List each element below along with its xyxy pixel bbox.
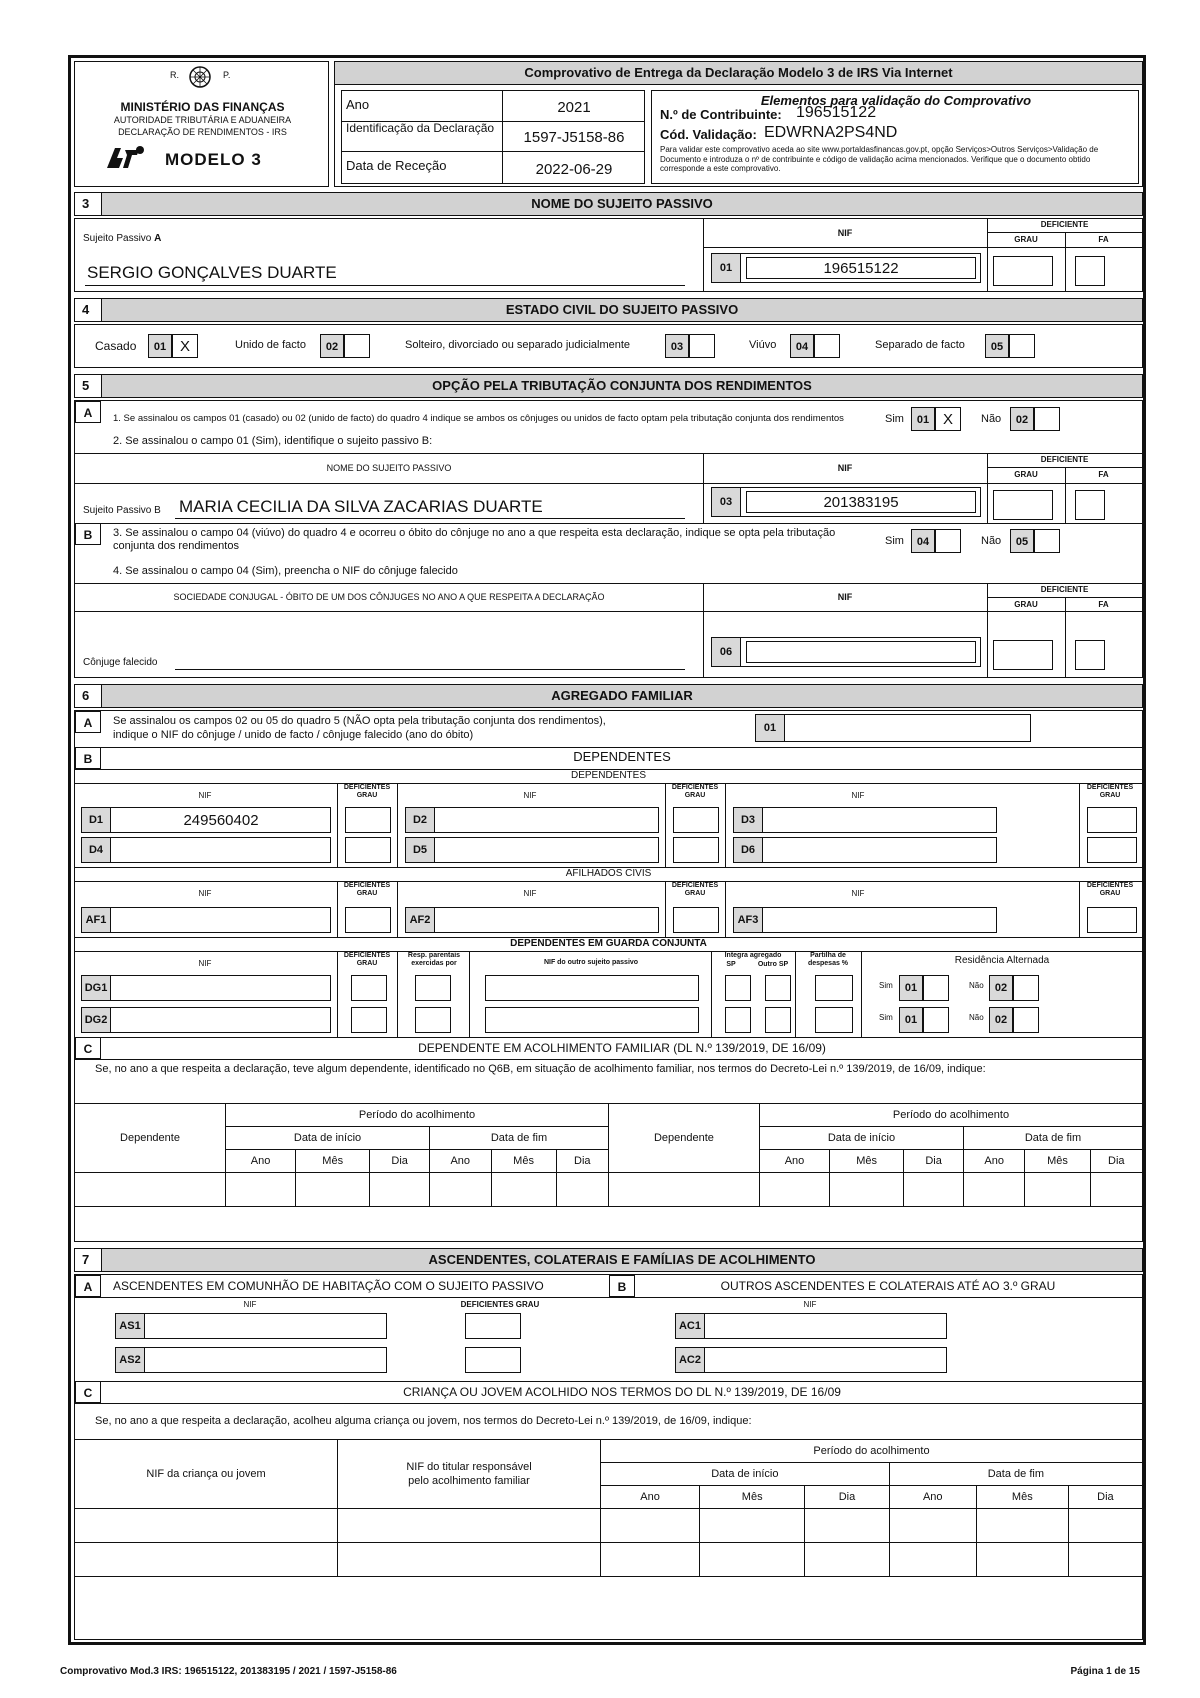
guarda-dg1: DG1 [81, 975, 331, 1001]
nao-checkbox[interactable] [1034, 407, 1060, 431]
dg1-nif-outro-input[interactable] [485, 975, 699, 1001]
authority-line2: DECLARAÇÃO DE RENDIMENTOS - IRS [118, 127, 287, 137]
dg1-outro-sp-checkbox[interactable] [765, 975, 791, 1001]
receipt-block [334, 61, 1143, 187]
dependentes-title: DEPENDENTES [573, 749, 671, 764]
ministry-block [74, 61, 329, 187]
solteiro-label: Solteiro, divorciado ou separado judicialmente [405, 339, 631, 351]
field-04: 04 [911, 529, 935, 553]
nif-crianca-header: NIF da criança ou jovem [75, 1440, 338, 1509]
field-05: 05 [1010, 529, 1034, 553]
nif-a-value[interactable]: 196515122 [746, 257, 976, 279]
id-label: Identificação da Declaração [346, 121, 495, 135]
ac2-nif-input[interactable] [710, 1351, 942, 1373]
d6-nif-input[interactable] [768, 841, 992, 863]
d2-nif-input[interactable] [440, 811, 654, 833]
deficiente-header: DEFICIENTE [1040, 455, 1089, 464]
data-inicio-header: Data de início [759, 1127, 963, 1150]
resp-parentais-header: Resp. parentais exercidas por [407, 952, 461, 967]
nif-header: NIF [703, 219, 987, 248]
field-03: 03 [665, 334, 689, 358]
def-grau-header: DEFICIENTES GRAU [1086, 882, 1134, 897]
nif-header: NIF [198, 889, 212, 898]
q5-b3-text: 3. Se assinalou o campo 04 (viúvo) do quadro 4 e ocorreu o óbito do cônjuge no ano a que respeita esta declaração, indique se opta pela tributação conjunta dos rendimentos [113, 527, 836, 552]
mes-header: Mês [700, 1486, 805, 1509]
field-01-nif-conjuge: 01 [755, 714, 1031, 742]
solteiro-checkbox[interactable] [689, 334, 715, 358]
mes-header: Mês [491, 1150, 556, 1173]
outros-ascendentes-title: OUTROS ASCENDENTES E COLATERAIS ATÉ AO 3.º GRAU [720, 1279, 1056, 1293]
section-title: NOME DO SUJEITO PASSIVO [531, 196, 713, 211]
model-label: MODELO 3 [165, 150, 262, 169]
dep-d3: D3 [733, 807, 997, 833]
section-title: ASCENDENTES, COLATERAIS E FAMÍLIAS DE ACOLHIMENTO [428, 1252, 816, 1267]
afilhado-af1: AF1 [81, 907, 331, 933]
sim-label: Sim [879, 981, 893, 990]
q5-a2-text: 2. Se assinalou o campo 01 (Sim), identifique o sujeito passivo B: [113, 435, 433, 447]
subsection-c-letter: C [75, 1037, 101, 1059]
nif-header: NIF [243, 1300, 257, 1309]
d4-nif-input[interactable] [116, 841, 326, 863]
dia-header: Dia [1090, 1150, 1142, 1173]
sp-a-name: SERGIO GONÇALVES DUARTE [87, 263, 337, 282]
afilhados-title: AFILHADOS CIVIS [565, 868, 652, 879]
footer-left: Comprovativo Mod.3 IRS: 196515122, 201383195 / 2021 / 1597-J5158-86 [60, 1666, 397, 1677]
rececao-value: 2022-06-29 [535, 161, 613, 178]
fa-conjuge-input[interactable] [1075, 640, 1105, 670]
nif-header: NIF [523, 889, 537, 898]
field-02: 02 [989, 1007, 1013, 1033]
dependentes-subtitle: DEPENDENTES [570, 770, 646, 781]
declaration-info-table [341, 90, 645, 184]
af3-grau-input[interactable] [1087, 907, 1137, 933]
nif-header: NIF [803, 1300, 817, 1309]
nif-titular-header [338, 1440, 601, 1509]
d1-grau-input[interactable] [345, 807, 391, 833]
dia-header: Dia [556, 1150, 608, 1173]
page-number: Página 1 de 15 [1070, 1666, 1140, 1677]
dg1-sp-checkbox[interactable] [725, 975, 751, 1001]
af1-nif-input[interactable] [116, 911, 326, 933]
af2-nif-input[interactable] [440, 911, 654, 933]
def-grau-header: DEFICIENTES GRAU [343, 882, 391, 897]
section-5-header [74, 374, 1143, 398]
section-number: 4 [75, 299, 102, 321]
data-fim-header: Data de fim [963, 1127, 1142, 1150]
dependente-header: Dependente [608, 1104, 759, 1173]
guarda-conjunta-title: DEPENDENTES EM GUARDA CONJUNTA [510, 938, 707, 949]
af2-grau-input[interactable] [673, 907, 719, 933]
section-title: AGREGADO FAMILIAR [551, 688, 693, 703]
mes-header: Mês [976, 1486, 1068, 1509]
def-grau-header: DEFICIENTES GRAU [460, 1300, 540, 1309]
d5-nif-input[interactable] [440, 841, 654, 863]
ac1-nif-input[interactable] [710, 1317, 942, 1339]
partilha-header: Partilha de despesas % [807, 952, 849, 967]
section-title: ESTADO CIVIL DO SUJEITO PASSIVO [505, 302, 739, 317]
subsection-b-letter: B [609, 1275, 635, 1297]
mes-header: Mês [296, 1150, 370, 1173]
d5-grau-input[interactable] [673, 837, 719, 863]
grau-header: GRAU [1014, 470, 1038, 479]
fa-header: FA [1098, 470, 1109, 479]
crianca-acolhida-title: CRIANÇA OU JOVEM ACOLHIDO NOS TERMOS DO DL N.º 139/2019, DE 16/09 [403, 1385, 841, 1399]
d3-nif-input[interactable] [768, 811, 992, 833]
republic-emblem-icon [187, 64, 213, 90]
grau-b-input[interactable] [993, 490, 1053, 520]
dg1-nao-checkbox[interactable] [1013, 975, 1039, 1001]
grau-a-input[interactable] [993, 256, 1053, 286]
acolhimento-text: Se, no ano a que respeita a declaração, teve algum dependente, identificado no Q6B, em situação de acolhimento familiar, nos termos do Decreto-Lei n.º 139/2019, de 16/09, indique: [95, 1063, 986, 1075]
field-01-nif-a: 01 196515122 [711, 253, 981, 283]
dep-d6: D6 [733, 837, 997, 863]
sp-b-label: Sujeito Passivo B [83, 505, 161, 516]
dg2-grau-input[interactable] [351, 1007, 387, 1033]
receipt-title: Comprovativo de Entrega da Declaração Modelo 3 de IRS Via Internet [335, 62, 1142, 85]
dg2-partilha-input[interactable] [815, 1007, 853, 1033]
nao-label: Não [981, 535, 1002, 547]
dg2-sim-checkbox[interactable] [923, 1007, 949, 1033]
cod-label: Cód. Validação: [660, 127, 757, 142]
nif-titular-line1: NIF do titular responsável [406, 1461, 532, 1473]
nif-header: NIF [851, 791, 865, 800]
dia-header: Dia [1068, 1486, 1142, 1509]
dep-d5: D5 [405, 837, 659, 863]
nif-conjuge-input[interactable] [790, 718, 1026, 740]
rececao-label: Data de Receção [346, 158, 447, 173]
nif-header: NIF [198, 959, 212, 968]
nao-viuvo-checkbox[interactable] [1034, 529, 1060, 553]
dia-header: Dia [805, 1486, 890, 1509]
residencia-alternada-header: Residência Alternada [954, 955, 1050, 966]
table-row[interactable] [75, 1543, 1143, 1577]
as1-grau-input[interactable] [465, 1313, 521, 1339]
unido-label: Unido de facto [235, 339, 306, 351]
crianca-acolhida-table [74, 1439, 1143, 1577]
dep-d2: D2 [405, 807, 659, 833]
authority-line1: AUTORIDADE TRIBUTÁRIA E ADUANEIRA [113, 115, 292, 125]
sim-label: Sim [885, 535, 904, 547]
fa-b-input[interactable] [1075, 490, 1105, 520]
d1-nif-value[interactable]: 249560402 [183, 812, 259, 829]
section-5-body [74, 400, 1143, 678]
nao-label: Não [969, 1013, 984, 1022]
d6-grau-input[interactable] [1087, 837, 1137, 863]
acolhimento-title: DEPENDENTE EM ACOLHIMENTO FAMILIAR (DL N.º 139/2019, DE 16/09) [418, 1041, 826, 1055]
sp-header: SP [726, 961, 736, 968]
q6-a-text2: indique o NIF do cônjuge / unido de facto / cônjuge falecido (ano do óbito) [113, 729, 474, 741]
dia-header: Dia [370, 1150, 430, 1173]
data-inicio-header: Data de início [226, 1127, 430, 1150]
nif-outro-sp-header: NIF do outro sujeito passivo [543, 959, 639, 966]
field-01: 01 [148, 334, 172, 358]
nif-b-value[interactable]: 201383195 [746, 491, 976, 513]
subsection-a-letter: A [75, 1275, 101, 1297]
field-02: 02 [989, 975, 1013, 1001]
def-grau-header: DEFICIENTES GRAU [343, 952, 391, 967]
dep-d1: D1 249560402 [81, 807, 331, 833]
section-7-header [74, 1248, 1143, 1272]
casado-label: Casado [95, 339, 137, 353]
afilhado-af3: AF3 [733, 907, 997, 933]
fa-a-input[interactable] [1075, 256, 1105, 286]
dg2-nif-input[interactable] [116, 1011, 326, 1033]
nao-label: Não [969, 981, 984, 990]
guarda-dg2: DG2 [81, 1007, 331, 1033]
field-01: 01 [911, 407, 935, 431]
dg1-grau-input[interactable] [351, 975, 387, 1001]
section-4-header [74, 298, 1143, 322]
nif-conjuge-value[interactable] [746, 641, 976, 663]
as2-grau-input[interactable] [465, 1347, 521, 1373]
nif-header: NIF [837, 592, 853, 602]
def-grau-header: DEFICIENTES GRAU [671, 784, 719, 799]
dg1-resp-input[interactable] [415, 975, 451, 1001]
grau-conjuge-input[interactable] [993, 640, 1053, 670]
af3-nif-input[interactable] [768, 911, 992, 933]
periodo-header: Período do acolhimento [226, 1104, 609, 1127]
dg1-sim-checkbox[interactable] [923, 975, 949, 1001]
acolhimento-table [74, 1103, 1143, 1207]
periodo-header: Período do acolhimento [759, 1104, 1142, 1127]
as1-nif-input[interactable] [150, 1317, 382, 1339]
sim-label: Sim [885, 413, 904, 425]
ascendentes-title: ASCENDENTES EM COMUNHÃO DE HABITAÇÃO COM O SUJEITO PASSIVO [113, 1279, 544, 1293]
validation-title: Elementos para validação do Comprovativo [760, 93, 1032, 108]
validation-instructions: Para validar este comprovativo aceda ao site www.portaldasfinancas.gov.pt, opção Serviços>Outros Serviços>Validação de Documento e introduza o nº de contribuinte e código de validação acima mencionados. Verifique que o documento obtido corresponde a este comprovativo. [660, 145, 1099, 173]
nif-header: NIF [523, 791, 537, 800]
afilhado-af2: AF2 [405, 907, 659, 933]
subsection-b-letter: B [75, 747, 101, 769]
section-number: 6 [75, 685, 102, 707]
data-inicio-header: Data de início [601, 1463, 890, 1486]
data-fim-header: Data de fim [430, 1127, 609, 1150]
ano-header: Ano [226, 1150, 296, 1173]
q5-a1-text: 1. Se assinalou os campos 01 (casado) ou 02 (unido de facto) do quadro 4 indique se ambos os cônjuges ou unidos de facto optam pela tributação conjunta dos rendimentos [113, 413, 844, 424]
field-02: 02 [320, 334, 344, 358]
dep-d4: D4 [81, 837, 331, 863]
outro-sp-header: Outro SP [757, 961, 789, 968]
nif-header: NIF [198, 791, 212, 800]
field-04: 04 [790, 334, 814, 358]
ano-label: Ano [346, 97, 370, 112]
at-logo-icon [105, 144, 145, 172]
contrib-value: 196515122 [796, 104, 877, 121]
id-value: 1597-J5158-86 [523, 129, 625, 146]
q5-b4-text: 4. Se assinalou o campo 04 (Sim), preencha o NIF do cônjuge falecido [113, 565, 458, 577]
ano-header: Ano [430, 1150, 492, 1173]
section-6-body [74, 710, 1143, 1242]
nif-header: NIF [851, 889, 865, 898]
cod-value: EDWRNA2PS4ND [764, 124, 898, 141]
q6-a-text1: Se assinalou os campos 02 ou 05 do quadro 5 (NÃO opta pela tributação conjunta dos rendimentos), [113, 715, 606, 727]
casado-checkbox[interactable]: X [172, 334, 198, 358]
dg1-nif-input[interactable] [116, 979, 326, 1001]
sociedade-header: SOCIEDADE CONJUGAL - ÓBITO DE UM DOS CÔNJUGES NO ANO A QUE RESPEITA A DECLARAÇÃO [173, 592, 605, 602]
section-6-header [74, 684, 1143, 708]
dg1-partilha-input[interactable] [815, 975, 853, 1001]
ano-header: Ano [889, 1486, 976, 1509]
dia-header: Dia [904, 1150, 964, 1173]
crianca-acolhida-text: Se, no ano a que respeita a declaração, acolheu alguma criança ou jovem, nos termos do Decreto-Lei n.º 139/2019, de 16/09, indique: [95, 1415, 752, 1427]
viuvo-label: Viúvo [749, 339, 777, 351]
contrib-label: N.º de Contribuinte: [660, 107, 782, 122]
field-03-nif-b: 03 201383195 [711, 487, 981, 517]
viuvo-checkbox[interactable] [814, 334, 840, 358]
ascendente-as1: AS1 [115, 1313, 387, 1339]
dg2-nif-outro-input[interactable] [485, 1007, 699, 1033]
section-3-body [74, 218, 1143, 292]
grau-header: GRAU [1014, 235, 1038, 244]
separado-label: Separado de facto [875, 339, 965, 351]
def-grau-header: DEFICIENTES GRAU [671, 882, 719, 897]
mes-header: Mês [830, 1150, 904, 1173]
field-01: 01 [899, 1007, 923, 1033]
d3-grau-input[interactable] [1087, 807, 1137, 833]
dependente-header: Dependente [75, 1104, 226, 1173]
subsection-a-letter: A [75, 401, 101, 423]
af1-grau-input[interactable] [345, 907, 391, 933]
table-row[interactable] [75, 1173, 1143, 1207]
section-number: 7 [75, 1249, 102, 1271]
sp-a-label: Sujeito Passivo A [83, 233, 162, 244]
dg2-sp-checkbox[interactable] [725, 1007, 751, 1033]
separado-checkbox[interactable] [1009, 334, 1035, 358]
ministry-name: MINISTÉRIO DAS FINANÇAS [120, 100, 285, 114]
d2-grau-input[interactable] [673, 807, 719, 833]
fa-header: FA [1098, 235, 1109, 244]
dg2-nao-checkbox[interactable] [1013, 1007, 1039, 1033]
field-06-nif-conjuge: 06 [711, 637, 981, 667]
mes-header: Mês [1025, 1150, 1090, 1173]
deficiente-header: DEFICIENTE [1040, 220, 1089, 229]
fa-header: FA [1098, 600, 1109, 609]
ano-header: Ano [601, 1486, 700, 1509]
dg2-outro-sp-checkbox[interactable] [765, 1007, 791, 1033]
sim-label: Sim [879, 1013, 893, 1022]
colateral-ac1: AC1 [675, 1313, 947, 1339]
validation-box [651, 90, 1139, 184]
sim-checkbox[interactable]: X [935, 407, 961, 431]
as2-nif-input[interactable] [150, 1351, 382, 1373]
integra-agregado-header: Integra agregado [724, 952, 782, 959]
subsection-b-letter: B [75, 523, 101, 545]
ano-value: 2021 [557, 99, 591, 116]
nome-header: NOME DO SUJEITO PASSIVO [326, 463, 452, 473]
field-05: 05 [985, 334, 1009, 358]
subsection-c-letter: C [75, 1381, 101, 1403]
unido-checkbox[interactable] [344, 334, 370, 358]
form-page [68, 55, 1146, 1645]
colateral-ac2: AC2 [675, 1347, 947, 1373]
field-01: 01 [899, 975, 923, 1001]
def-grau-header: DEFICIENTES GRAU [343, 784, 391, 799]
data-fim-header: Data de fim [889, 1463, 1142, 1486]
sim-viuvo-checkbox[interactable] [935, 529, 961, 553]
nif-titular-line2: pelo acolhimento familiar [408, 1475, 530, 1487]
def-grau-header: DEFICIENTES GRAU [1086, 784, 1134, 799]
emblem-left: R. [170, 70, 179, 80]
ascendente-as2: AS2 [115, 1347, 387, 1373]
field-02: 02 [1010, 407, 1034, 431]
section-3-header [74, 192, 1143, 216]
nao-label: Não [981, 413, 1002, 425]
subsection-a-letter: A [75, 711, 101, 733]
periodo-header: Período do acolhimento [601, 1440, 1143, 1463]
ano-header: Ano [963, 1150, 1025, 1173]
sp-b-name: MARIA CECILIA DA SILVA ZACARIAS DUARTE [179, 497, 543, 516]
dg2-resp-input[interactable] [415, 1007, 451, 1033]
section-title: OPÇÃO PELA TRIBUTAÇÃO CONJUNTA DOS RENDIMENTOS [432, 378, 812, 393]
deficiente-header: DEFICIENTE [1040, 585, 1089, 594]
section-7-body [74, 1274, 1143, 1640]
ano-header: Ano [759, 1150, 829, 1173]
nif-header: NIF [837, 463, 853, 473]
emblem-right: P. [223, 70, 231, 80]
grau-header: GRAU [1014, 600, 1038, 609]
table-row[interactable] [75, 1509, 1143, 1543]
conjuge-falecido-label: Cônjuge falecido [83, 657, 158, 668]
section-number: 3 [75, 193, 102, 215]
section-number: 5 [75, 375, 102, 397]
section-4-body [74, 324, 1143, 368]
d4-grau-input[interactable] [345, 837, 391, 863]
